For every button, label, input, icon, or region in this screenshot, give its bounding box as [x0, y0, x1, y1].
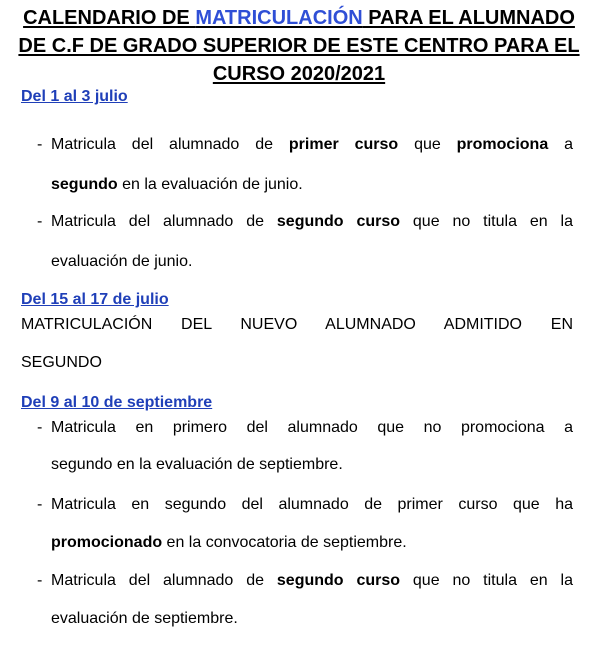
list-item-line: [51, 252, 573, 272]
section-heading-1: Del 1 al 3 julio: [21, 88, 128, 105]
section-heading-2: Del 15 al 17 de julio: [21, 291, 169, 308]
text-run: Matricula del alumnado de: [51, 136, 289, 153]
text-run: Matricula en segundo del alumnado de primer curso que ha: [51, 496, 573, 513]
text-run: que: [398, 136, 457, 153]
text-run: Matricula en primero del alumnado que no promociona a: [51, 419, 573, 436]
title-highlight: MATRICULACIÓN: [195, 7, 363, 29]
bullet-dash: -: [37, 213, 43, 230]
list-item-line: [51, 175, 573, 195]
text-run: Matricula del alumnado de: [51, 213, 277, 230]
bold-text: promocionado: [51, 534, 163, 551]
list-item-line: [51, 212, 573, 232]
bullet-dash: -: [37, 136, 43, 153]
text-run: en la convocatoria de septiembre.: [162, 534, 407, 551]
text-run: evaluación de junio.: [51, 253, 193, 270]
text-run: en la evaluación de junio.: [117, 176, 303, 193]
text-run: Matricula del alumnado de: [51, 572, 277, 589]
list-item-line: [51, 495, 573, 515]
bullet-dash: -: [37, 419, 43, 436]
bold-text: segundo curso: [276, 213, 401, 230]
list-item: [0, 135, 598, 215]
paragraph-line: MATRICULACIÓN DEL NUEVO ALUMNADO ADMITIDO EN: [21, 316, 573, 333]
document-title-line-3: CURSO 2020/2021: [212, 63, 386, 85]
text-run: a: [548, 136, 574, 153]
list-item-line: [51, 455, 573, 475]
bold-text: segundo: [51, 176, 118, 193]
list-item: [0, 571, 598, 651]
list-item: [0, 418, 598, 498]
bold-text: segundo curso: [276, 572, 401, 589]
list-item-line: [51, 609, 573, 629]
list-item-line: [51, 571, 573, 591]
bullet-dash: -: [37, 572, 43, 589]
bold-text: promociona: [456, 136, 549, 153]
section-heading-3: Del 9 al 10 de septiembre: [21, 394, 213, 411]
text-run: evaluación de septiembre.: [51, 610, 238, 627]
bold-text: primer curso: [288, 136, 399, 153]
text-run: que no titula en la: [400, 572, 574, 589]
document-title-line-2: DE C.F DE GRADO SUPERIOR DE ESTE CENTRO PARA EL: [18, 35, 580, 57]
text-run: segundo en la evaluación de septiembre.: [51, 456, 343, 473]
list-item: [0, 495, 598, 575]
document-title-line-1: CALENDARIO DE MATRICULACIÓN PARA EL ALUMNADO: [23, 7, 575, 29]
list-item-line: [51, 533, 573, 553]
bullet-dash: -: [37, 496, 43, 513]
paragraph-line: SEGUNDO: [21, 354, 102, 371]
list-item: [0, 212, 598, 292]
text-run: que no titula en la: [400, 213, 574, 230]
list-item-line: [51, 418, 573, 438]
list-item-line: [51, 135, 573, 155]
